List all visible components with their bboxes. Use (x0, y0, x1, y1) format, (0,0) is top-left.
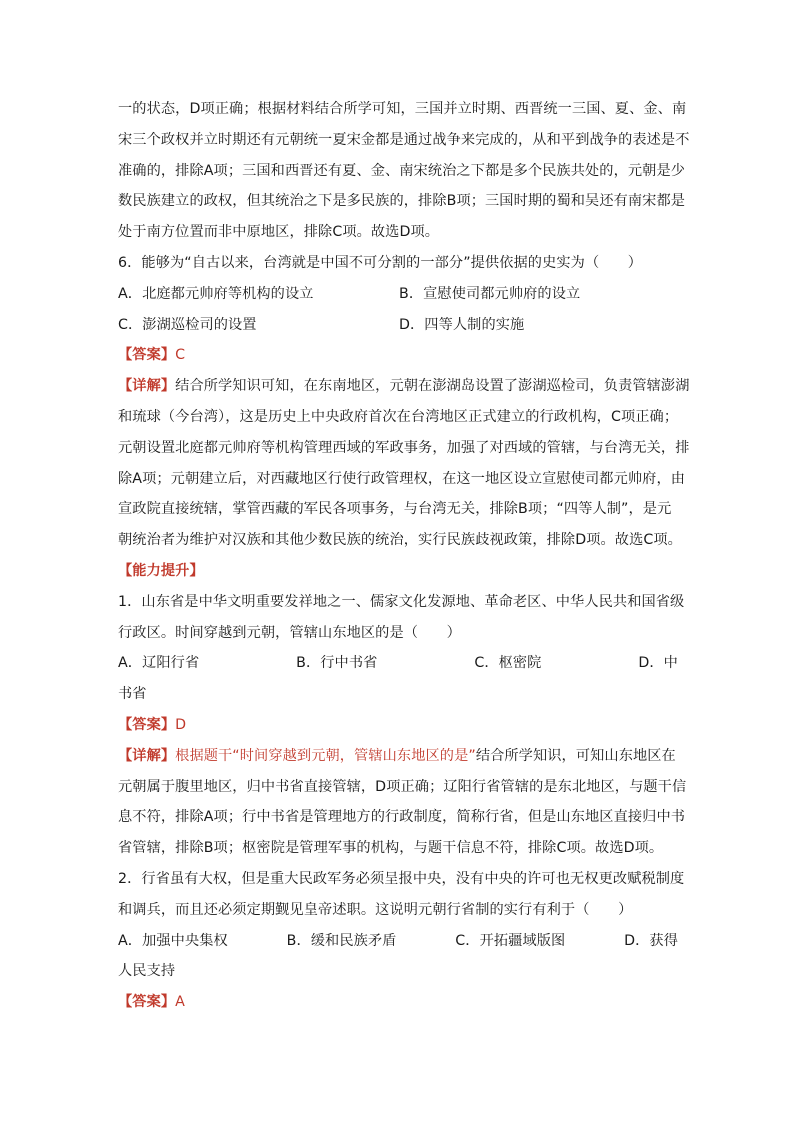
section-title: 【能力提升】 (118, 562, 204, 579)
question-stem: 和调兵，而且还必须定期觐见皇帝述职。这说明元朝行省制的实行有利于（ ） (118, 901, 633, 918)
explain-tag: 【详解】 (118, 747, 176, 764)
option-a: A．加强中央集权 (118, 932, 228, 949)
document-page (118, 94, 690, 1018)
option-d: D．四等人制的实施 (399, 316, 525, 333)
answer-value: A (175, 994, 185, 1011)
explain-line: 元朝属于腹里地区，归中书省直接管辖，D项正确；辽阳行省管辖的是东北地区，与题干信 (118, 778, 687, 795)
option-c: C．澎湖巡检司的设置 (118, 316, 257, 333)
option-b: B．宣慰使司都元帅府的设立 (399, 285, 581, 302)
option-wrap: 人民支持 (118, 963, 176, 980)
option-d: D．中 (638, 655, 678, 672)
text-line: 准确的，排除A项；三国和西晋还有夏、金、南宋统治之下都是多个民族共处的，元朝是少 (118, 162, 686, 179)
answer-value: D (175, 716, 187, 733)
answer-line (118, 710, 678, 741)
explain-line: 省管辖，排除B项；枢密院是管理军事的机构，与题干信息不符，排除C项。故选D项。 (118, 840, 664, 857)
explain-line: 元朝设置北庭都元帅府等机构管理西域的军政事务，加强了对西域的管辖，与台湾无关，排 (118, 439, 690, 456)
question-stem: 2．行省虽有大权，但是重大民政军务必须呈报中央，没有中央的许可也无权更改赋税制度 (118, 870, 685, 887)
question-stem: 1．山东省是中华文明重要发祥地之一、儒家文化发源地、革命老区、中华人民共和国省级 (118, 593, 685, 610)
explain-text: 结合所学知识，可知山东地区在 (475, 747, 676, 764)
explain-line (118, 371, 690, 402)
answer-tag: 【答案】 (118, 716, 176, 733)
explain-line: 息不符，排除A项；行中书省是管理地方的行政制度，简称行省，但是山东地区直接归中书 (118, 809, 686, 826)
option-row (118, 310, 678, 341)
explain-line: 和琉球（今台湾），这是历史上中央政府首次在台湾地区正式建立的行政机构，C项正确； (118, 408, 679, 425)
option-c: C．枢密院 (474, 655, 542, 672)
explain-line: 朝统治者为维护对汉族和其他少数民族的统治，实行民族歧视政策，排除D项。故选C项。 (118, 532, 682, 549)
question-stem: 行政区。时间穿越到元朝，管辖山东地区的是（ ） (118, 624, 461, 641)
explain-line (118, 741, 678, 772)
text-line: 一的状态，D项正确；根据材料结合所学可知，三国并立时期、西晋统一三国、夏、金、南 (118, 101, 687, 117)
answer-value: C (175, 347, 186, 364)
explain-highlight: 根据题干“时间穿越到元朝，管辖山东地区的是” (175, 747, 476, 764)
answer-tag: 【答案】 (118, 994, 176, 1011)
option-b: B．行中书省 (296, 655, 378, 672)
option-row (118, 926, 678, 957)
explain-text: 结合所学知识可知，在东南地区，元朝在澎湖岛设置了澎湖巡检司，负责管辖澎湖 (175, 378, 690, 395)
option-b: B．缓和民族矛盾 (286, 932, 397, 949)
explain-line: 宣政院直接统辖，掌管西藏的军民各项事务，与台湾无关，排除B项；“四等人制”，是元 (118, 501, 672, 518)
answer-tag: 【答案】 (118, 347, 176, 364)
option-wrap: 书省 (118, 686, 147, 703)
text-line: 处于南方位置而非中原地区，排除C项。故选D项。 (118, 224, 440, 241)
text-line: 数民族建立的政权，但其统治之下是多民族的，排除B项；三国时期的蜀和吴还有南宋都是 (118, 193, 686, 210)
option-c: C．开拓疆域版图 (455, 932, 566, 949)
option-row (118, 279, 678, 310)
option-row (118, 648, 678, 679)
explain-tag: 【详解】 (118, 378, 176, 395)
answer-line (118, 987, 678, 1018)
text-line: 宋三个政权并立时期还有元朝统一夏宋金都是通过战争来完成的，从和平到战争的表述是不 (118, 131, 690, 148)
option-a: A．辽阳行省 (118, 655, 200, 672)
question-stem: 6．能够为“自古以来，台湾就是中国不可分割的一部分”提供依据的史实为（ ） (118, 254, 643, 271)
option-d: D．获得 (624, 932, 678, 949)
answer-line (118, 340, 678, 371)
option-a: A．北庭都元帅府等机构的设立 (118, 285, 314, 302)
explain-line: 除A项；元朝建立后，对西藏地区行使行政管理权，在这一地区设立宣慰使司都元帅府，由 (118, 470, 686, 487)
